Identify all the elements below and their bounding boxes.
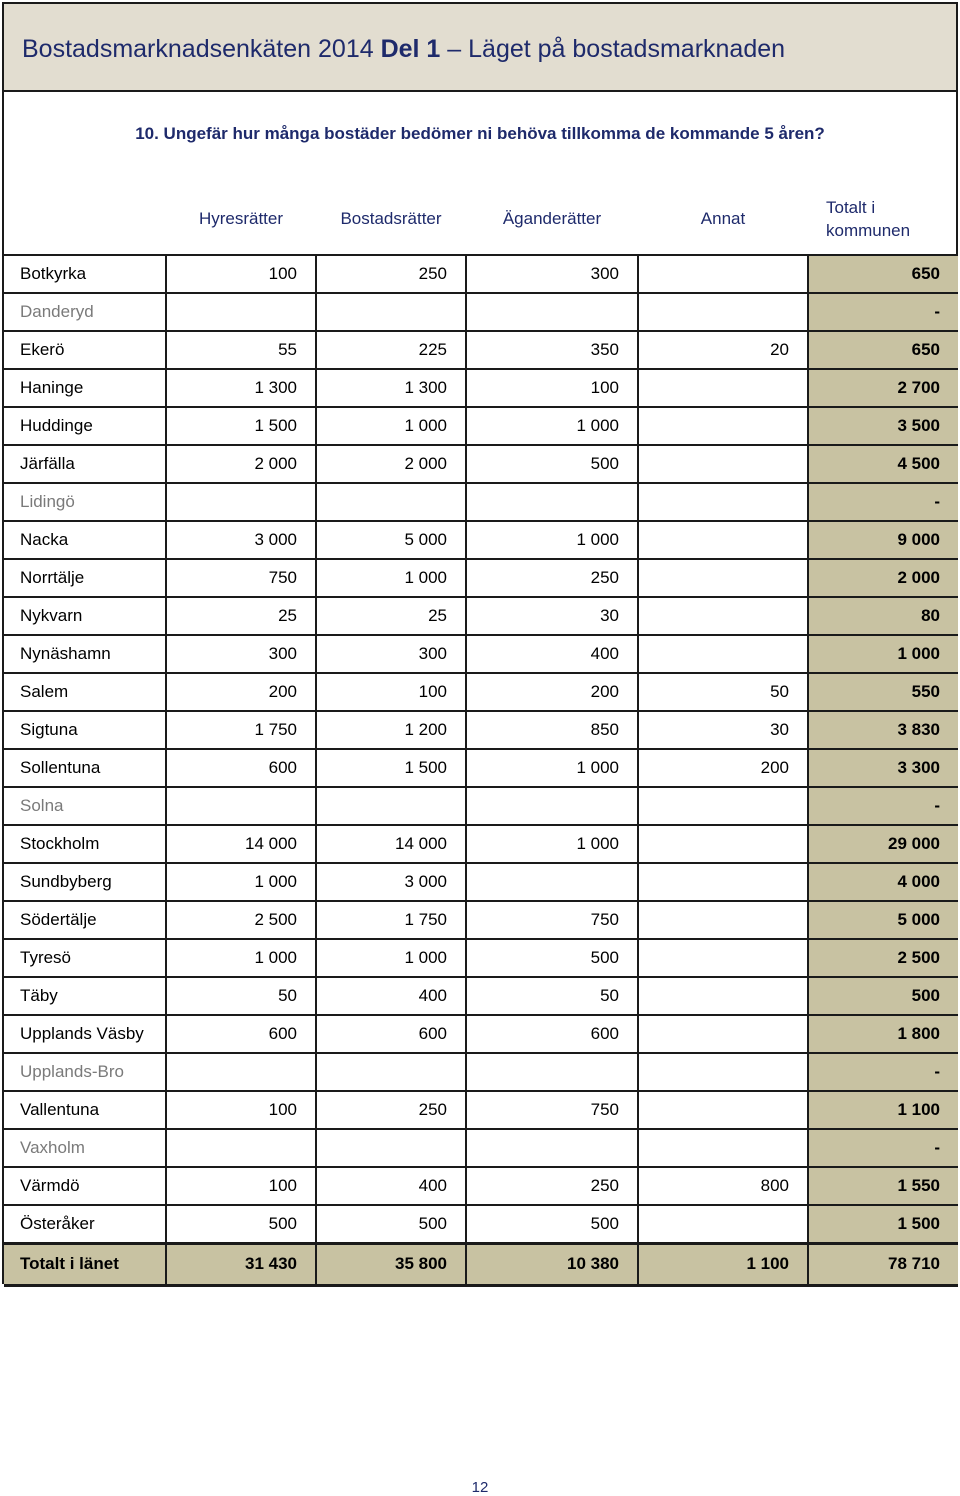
municipality-name: Salem: [4, 673, 166, 711]
table-row: [4, 977, 958, 1015]
cell-aganderatter: 300: [466, 255, 638, 293]
cell-hyresratter: 2 000: [166, 445, 316, 483]
cell-totalt: 1 800: [808, 1015, 958, 1053]
cell-aganderatter: 1 000: [466, 407, 638, 445]
cell-totalt: -: [808, 787, 958, 825]
cell-hyresratter: 750: [166, 559, 316, 597]
cell-totalt: 2 500: [808, 939, 958, 977]
cell-aganderatter: [466, 787, 638, 825]
column-header-annat: Annat: [700, 209, 746, 228]
cell-annat: 20: [638, 331, 808, 369]
municipality-name: Sundbyberg: [4, 863, 166, 901]
cell-hyresratter: 600: [166, 749, 316, 787]
table-row: [4, 331, 958, 369]
cell-hyresratter: 14 000: [166, 825, 316, 863]
cell-totalt: 3 300: [808, 749, 958, 787]
cell-hyresratter: 25: [166, 597, 316, 635]
table-row: [4, 635, 958, 673]
table-row: [4, 711, 958, 749]
cell-annat: [638, 293, 808, 331]
table-row: [4, 483, 958, 521]
cell-bostadsratter: 400: [316, 1167, 466, 1205]
municipality-name: Nykvarn: [4, 597, 166, 635]
cell-hyresratter: 2 500: [166, 901, 316, 939]
municipality-name: Värmdö: [4, 1167, 166, 1205]
cell-totalt: -: [808, 1053, 958, 1091]
cell-totalt: 1 500: [808, 1205, 958, 1243]
cell-hyresratter: 3 000: [166, 521, 316, 559]
question-heading: 10. Ungefär hur många bostäder bedömer ni behöva tillkomma de kommande 5 åren?: [135, 124, 825, 143]
table-row: [4, 1091, 958, 1129]
municipality-name: Nacka: [4, 521, 166, 559]
table-row: [4, 1205, 958, 1243]
cell-bostadsratter: 1 200: [316, 711, 466, 749]
cell-totalt: -: [808, 1129, 958, 1167]
municipality-name: Norrtälje: [4, 559, 166, 597]
cell-hyresratter: 1 000: [166, 863, 316, 901]
column-header-hyresratter: Hyresrätter: [198, 209, 284, 228]
total-annat: 1 100: [638, 1243, 808, 1285]
cell-bostadsratter: [316, 787, 466, 825]
cell-hyresratter: 500: [166, 1205, 316, 1243]
cell-aganderatter: 500: [466, 1205, 638, 1243]
cell-annat: [638, 559, 808, 597]
housing-table: [4, 254, 958, 1287]
cell-totalt: 9 000: [808, 521, 958, 559]
total-totalt: 78 710: [808, 1243, 958, 1285]
municipality-name: Lidingö: [4, 483, 166, 521]
cell-aganderatter: [466, 483, 638, 521]
cell-aganderatter: 400: [466, 635, 638, 673]
total-row: [4, 1243, 958, 1285]
cell-totalt: 2 700: [808, 369, 958, 407]
table-row: [4, 559, 958, 597]
cell-bostadsratter: 1 300: [316, 369, 466, 407]
municipality-name: Järfälla: [4, 445, 166, 483]
cell-aganderatter: 600: [466, 1015, 638, 1053]
cell-hyresratter: 600: [166, 1015, 316, 1053]
cell-bostadsratter: 1 000: [316, 939, 466, 977]
cell-hyresratter: 1 500: [166, 407, 316, 445]
cell-hyresratter: 1 750: [166, 711, 316, 749]
cell-totalt: 2 000: [808, 559, 958, 597]
cell-totalt: 650: [808, 255, 958, 293]
cell-annat: 800: [638, 1167, 808, 1205]
municipality-name: Södertälje: [4, 901, 166, 939]
total-aganderatter: 10 380: [466, 1243, 638, 1285]
cell-hyresratter: 1 000: [166, 939, 316, 977]
cell-bostadsratter: 25: [316, 597, 466, 635]
cell-bostadsratter: 3 000: [316, 863, 466, 901]
table-row: [4, 1015, 958, 1053]
cell-totalt: 4 000: [808, 863, 958, 901]
title-rest: – Läget på bostadsmarknaden: [440, 35, 786, 63]
table-row: [4, 749, 958, 787]
cell-totalt: 5 000: [808, 901, 958, 939]
cell-hyresratter: 100: [166, 1091, 316, 1129]
municipality-name: Vaxholm: [4, 1129, 166, 1167]
cell-aganderatter: [466, 1129, 638, 1167]
municipality-name: Botkyrka: [4, 255, 166, 293]
municipality-name: Upplands-Bro: [4, 1053, 166, 1091]
table-row: [4, 407, 958, 445]
cell-hyresratter: 300: [166, 635, 316, 673]
municipality-name: Vallentuna: [4, 1091, 166, 1129]
table-row: [4, 901, 958, 939]
cell-totalt: -: [808, 483, 958, 521]
cell-bostadsratter: [316, 293, 466, 331]
cell-aganderatter: 1 000: [466, 825, 638, 863]
title-plain: Bostadsmarknadsenkäten 2014: [22, 35, 381, 63]
cell-annat: [638, 521, 808, 559]
cell-hyresratter: [166, 1129, 316, 1167]
cell-totalt: 29 000: [808, 825, 958, 863]
table-row: [4, 1053, 958, 1091]
cell-hyresratter: [166, 1053, 316, 1091]
cell-bostadsratter: 1 000: [316, 559, 466, 597]
table-row: [4, 673, 958, 711]
cell-bostadsratter: 250: [316, 255, 466, 293]
cell-hyresratter: 1 300: [166, 369, 316, 407]
cell-aganderatter: [466, 1053, 638, 1091]
cell-totalt: 3 500: [808, 407, 958, 445]
municipality-name: Danderyd: [4, 293, 166, 331]
table-row: [4, 787, 958, 825]
municipality-name: Stockholm: [4, 825, 166, 863]
cell-bostadsratter: [316, 1129, 466, 1167]
table-row: [4, 1129, 958, 1167]
cell-totalt: 500: [808, 977, 958, 1015]
table-row: [4, 293, 958, 331]
cell-totalt: 550: [808, 673, 958, 711]
total-hyresratter: 31 430: [166, 1243, 316, 1285]
total-bostadsratter: 35 800: [316, 1243, 466, 1285]
cell-aganderatter: [466, 293, 638, 331]
cell-aganderatter: 750: [466, 1091, 638, 1129]
cell-aganderatter: 350: [466, 331, 638, 369]
cell-aganderatter: 1 000: [466, 521, 638, 559]
cell-hyresratter: 50: [166, 977, 316, 1015]
cell-bostadsratter: [316, 1053, 466, 1091]
cell-bostadsratter: 500: [316, 1205, 466, 1243]
cell-annat: [638, 787, 808, 825]
cell-aganderatter: 500: [466, 939, 638, 977]
municipality-name: Sollentuna: [4, 749, 166, 787]
municipality-name: Haninge: [4, 369, 166, 407]
cell-aganderatter: 250: [466, 1167, 638, 1205]
table-row: [4, 521, 958, 559]
table-row: [4, 255, 958, 293]
cell-annat: [638, 825, 808, 863]
cell-annat: 30: [638, 711, 808, 749]
cell-annat: [638, 597, 808, 635]
municipality-name: Sigtuna: [4, 711, 166, 749]
cell-hyresratter: [166, 483, 316, 521]
cell-annat: 200: [638, 749, 808, 787]
cell-bostadsratter: 400: [316, 977, 466, 1015]
cell-annat: [638, 977, 808, 1015]
cell-bostadsratter: 300: [316, 635, 466, 673]
cell-bostadsratter: 225: [316, 331, 466, 369]
cell-bostadsratter: 2 000: [316, 445, 466, 483]
cell-aganderatter: 750: [466, 901, 638, 939]
table-row: [4, 445, 958, 483]
cell-aganderatter: 850: [466, 711, 638, 749]
table-row: [4, 1167, 958, 1205]
cell-totalt: 4 500: [808, 445, 958, 483]
cell-annat: [638, 863, 808, 901]
cell-bostadsratter: 600: [316, 1015, 466, 1053]
title-bar: [4, 4, 956, 92]
municipality-name: Tyresö: [4, 939, 166, 977]
cell-bostadsratter: 5 000: [316, 521, 466, 559]
cell-aganderatter: 200: [466, 673, 638, 711]
cell-bostadsratter: [316, 483, 466, 521]
total-label: Totalt i länet: [4, 1243, 166, 1285]
cell-totalt: -: [808, 293, 958, 331]
page-number: 12: [471, 1479, 489, 1496]
cell-annat: [638, 1205, 808, 1243]
municipality-name: Upplands Väsby: [4, 1015, 166, 1053]
cell-totalt: 80: [808, 597, 958, 635]
table-row: [4, 369, 958, 407]
cell-annat: [638, 445, 808, 483]
cell-aganderatter: 100: [466, 369, 638, 407]
cell-annat: [638, 255, 808, 293]
title-bold: Del 1: [380, 35, 441, 63]
cell-aganderatter: 250: [466, 559, 638, 597]
table-row: [4, 825, 958, 863]
cell-hyresratter: 200: [166, 673, 316, 711]
cell-aganderatter: 1 000: [466, 749, 638, 787]
column-header-totalt-line2: kommunen: [826, 221, 911, 240]
cell-bostadsratter: 250: [316, 1091, 466, 1129]
table-row: [4, 597, 958, 635]
municipality-name: Nynäshamn: [4, 635, 166, 673]
cell-aganderatter: 30: [466, 597, 638, 635]
cell-annat: [638, 407, 808, 445]
municipality-name: Ekerö: [4, 331, 166, 369]
table-row: [4, 863, 958, 901]
column-header-totalt-line1: Totalt i: [826, 198, 876, 217]
cell-bostadsratter: 1 750: [316, 901, 466, 939]
cell-bostadsratter: 14 000: [316, 825, 466, 863]
document-title: [22, 34, 785, 64]
cell-annat: [638, 369, 808, 407]
cell-hyresratter: 100: [166, 255, 316, 293]
cell-bostadsratter: 100: [316, 673, 466, 711]
cell-hyresratter: [166, 293, 316, 331]
column-header-bostadsratter: Bostadsrätter: [340, 209, 442, 228]
table-row: [4, 939, 958, 977]
municipality-name: Österåker: [4, 1205, 166, 1243]
cell-annat: 50: [638, 673, 808, 711]
cell-annat: [638, 1015, 808, 1053]
table-body: [4, 255, 958, 1285]
cell-bostadsratter: 1 000: [316, 407, 466, 445]
cell-annat: [638, 1091, 808, 1129]
column-header-aganderatter: Äganderätter: [502, 209, 602, 228]
cell-aganderatter: 50: [466, 977, 638, 1015]
cell-totalt: 650: [808, 331, 958, 369]
cell-annat: [638, 635, 808, 673]
cell-totalt: 1 100: [808, 1091, 958, 1129]
cell-annat: [638, 901, 808, 939]
cell-totalt: 1 000: [808, 635, 958, 673]
cell-annat: [638, 1129, 808, 1167]
municipality-name: Huddinge: [4, 407, 166, 445]
cell-annat: [638, 483, 808, 521]
cell-totalt: 3 830: [808, 711, 958, 749]
cell-hyresratter: [166, 787, 316, 825]
cell-aganderatter: 500: [466, 445, 638, 483]
municipality-name: Solna: [4, 787, 166, 825]
cell-annat: [638, 939, 808, 977]
cell-hyresratter: 100: [166, 1167, 316, 1205]
cell-hyresratter: 55: [166, 331, 316, 369]
column-header-totalt: [826, 196, 956, 256]
cell-totalt: 1 550: [808, 1167, 958, 1205]
municipality-name: Täby: [4, 977, 166, 1015]
cell-bostadsratter: 1 500: [316, 749, 466, 787]
cell-annat: [638, 1053, 808, 1091]
cell-aganderatter: [466, 863, 638, 901]
